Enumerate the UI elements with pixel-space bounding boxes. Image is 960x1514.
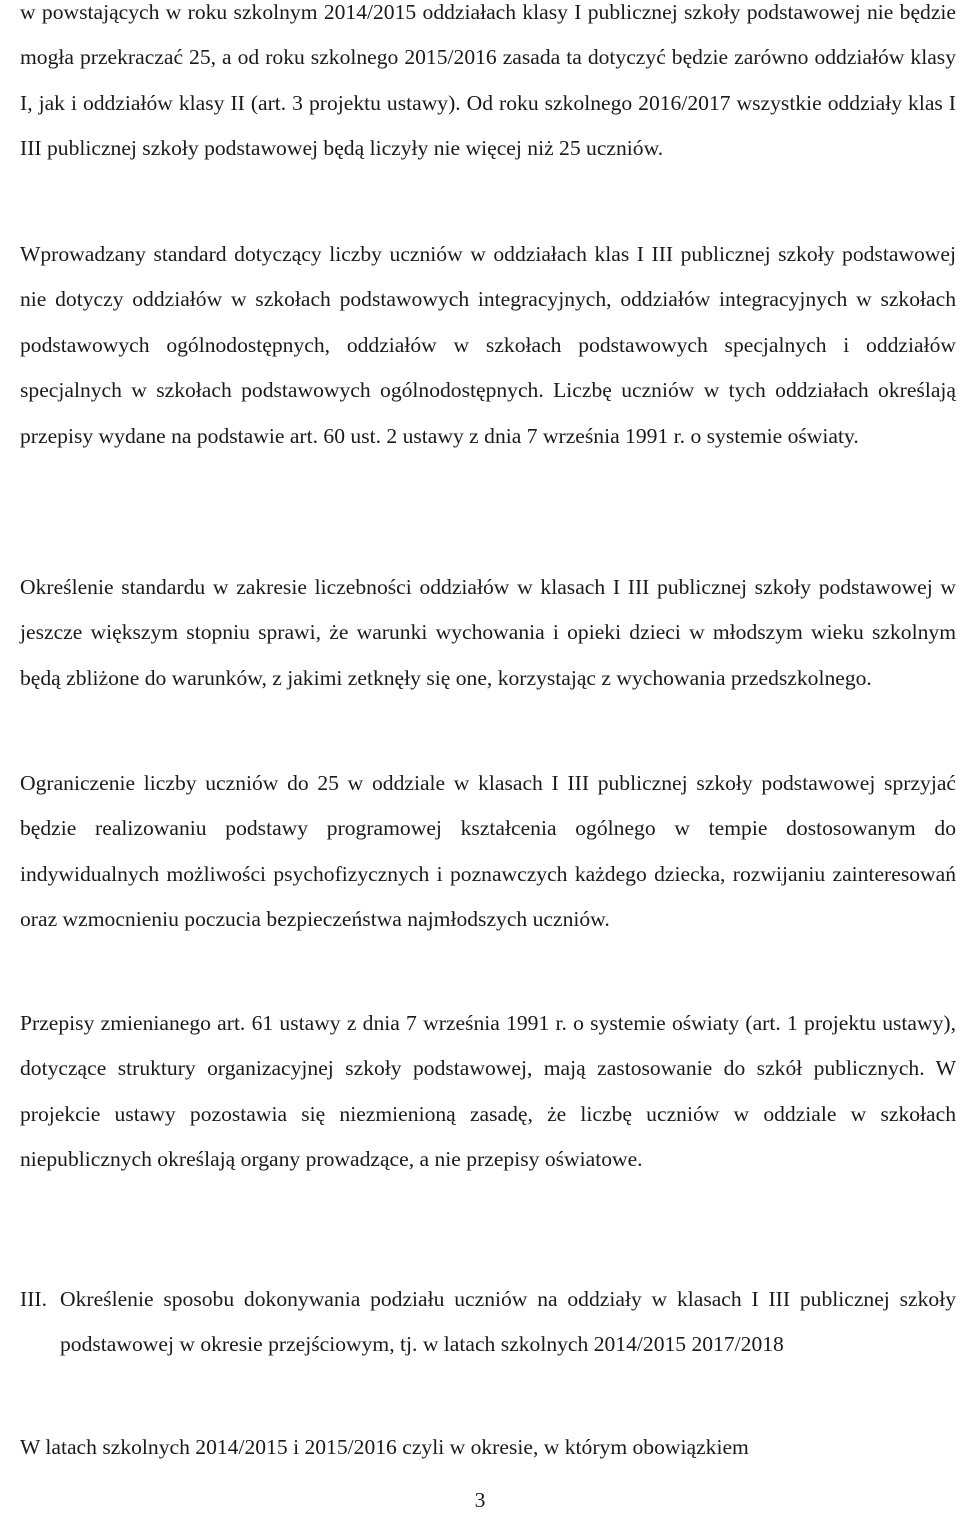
paragraph-class-size-limit: w powstających w roku szkolnym 2014/2015 oddziałach klasy I publicznej szkoły podstawowej nie będzie mogła przekraczać 25, a od roku szkolnego 2015/2016 zasada ta dotyczyć będzie zarówno oddziałów klasy I, jak i oddziałów klasy II (art. 3 projektu ustawy). Od roku szkolnego 2016/2017 wszystkie oddziały klas I III publicznej szkoły podstawowej będą liczyły nie więcej niż 25 uczniów. <box>20 0 956 161</box>
section-heading: Określenie sposobu dokonywania podziału uczniów na oddziały w klasach I III publicznej szkoły podstawowej w okresie przejściowym, tj. w latach szkolnych 2014/2015 2017/2018 <box>60 1287 956 1357</box>
paragraph-standard-exceptions: Wprowadzany standard dotyczący liczby uczniów w oddziałach klas I III publicznej szkoły podstawowej nie dotyczy oddziałów w szkołach podstawowych integracyjnych, oddziałów integracyjnych w szkołach podstawowych ogólnodostępnych, oddziałów w szkołach podstawowych specjalnych i oddziałów specjalnych w szkołach podstawowych ogólnodostępnych. Liczbę uczniów w tych oddziałach określają przepisy wydane na podstawie art. 60 ust. 2 ustawy z dnia 7 września 1991 r. o systemie oświaty. <box>20 242 956 448</box>
section-heading-block <box>20 1277 956 1368</box>
paragraph-limit-benefits: Ograniczenie liczby uczniów do 25 w oddziale w klasach I III publicznej szkoły podstawowej sprzyjać będzie realizowaniu podstawy programowej kształcenia ogólnego w tempie dostosowanym do indywidualnych możliwości psychofizycznych i poznawczych każdego dziecka, rozwijaniu zainteresowań oraz wzmocnieniu poczucia bezpieczeństwa najmłodszych uczniów. <box>20 771 956 932</box>
paragraph-standard-definition: Określenie standardu w zakresie liczebności oddziałów w klasach I III publicznej szkoły podstawowej w jeszcze większym stopniu sprawi, że warunki wychowania i opieki dzieci w młodszym wieku szkolnym będą zbliżone do warunków, z jakimi zetknęły się one, korzystając z wychowania przedszkolnego. <box>20 575 956 690</box>
paragraph-public-schools-scope: Przepisy zmienianego art. 61 ustawy z dnia 7 września 1991 r. o systemie oświaty (art. 1 projektu ustawy), dotyczące struktury organizacyjnej szkoły podstawowej, mają zastosowanie do szkół publicznych. W projekcie ustawy pozostawia się niezmienioną zasadę, że liczbę uczniów w oddziale w szkołach niepublicznych określają organy prowadzące, a nie przepisy oświatowe. <box>20 1011 956 1172</box>
page-number: 3 <box>474 1488 486 1512</box>
paragraph-transition-period: W latach szkolnych 2014/2015 i 2015/2016 czyli w okresie, w którym obowiązkiem <box>20 1435 749 1459</box>
section-number: III. <box>20 1287 47 1311</box>
